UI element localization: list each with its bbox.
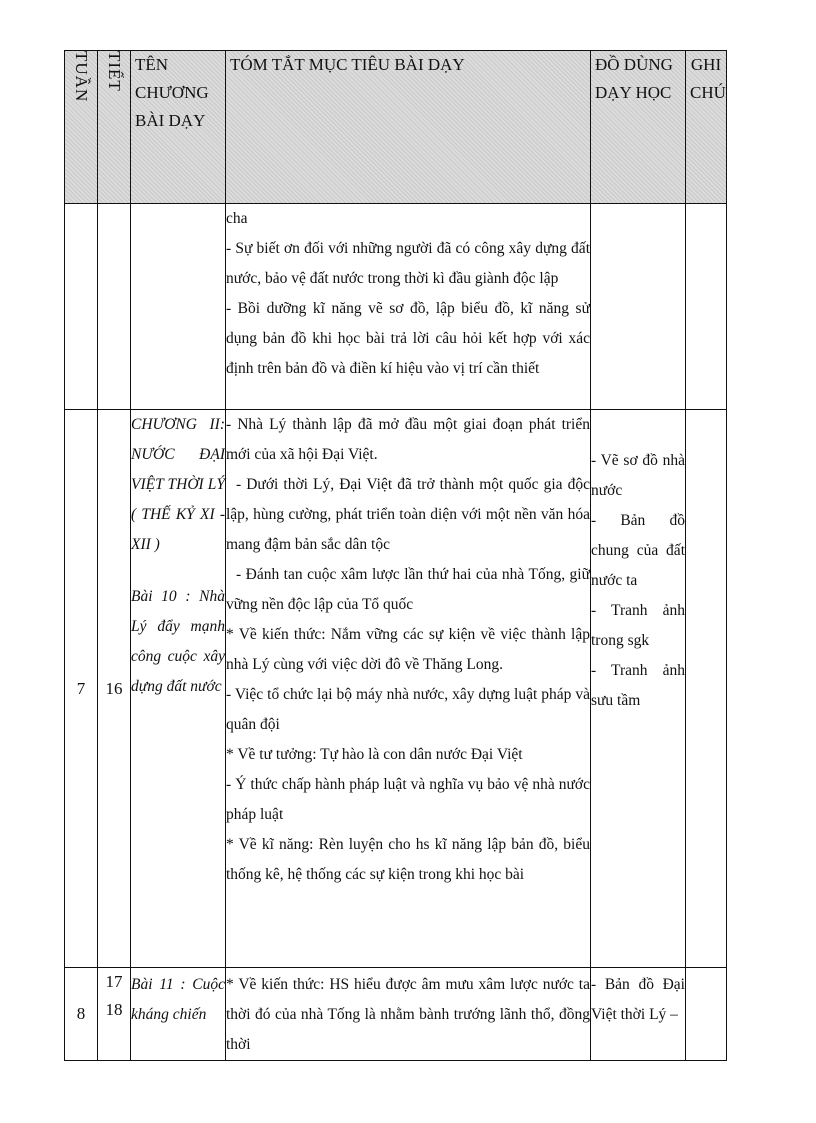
table-row bbox=[65, 410, 727, 968]
header-do-dung: ĐỒ DÙNG DẠY HỌC bbox=[591, 51, 686, 204]
cell-do-dung bbox=[591, 410, 686, 968]
cell-tuan bbox=[65, 204, 98, 410]
lesson-plan-table bbox=[64, 50, 727, 1061]
lesson-title: Bài 11 : Cuộc kháng chiến bbox=[131, 976, 225, 1023]
lesson-title: Bài 10 : Nhà Lý đẩy mạnh công cuộc xây dựng đất nước bbox=[131, 588, 225, 695]
objective-line: - Đánh tan cuộc xâm lược lần thứ hai của nhà Tống, giữ vững nền độc lập của Tổ quốc bbox=[226, 566, 590, 613]
cell-muc-tieu bbox=[226, 410, 591, 968]
cell-ghi-chu bbox=[686, 204, 727, 410]
material-item: - Bản đồ chung của đất nước ta bbox=[591, 512, 685, 589]
material-item: - Bản đồ Đại Việt thời Lý – bbox=[591, 976, 685, 1023]
cell-tiet: 16 bbox=[98, 410, 131, 968]
objective-line: * Về kiến thức: Nắm vững các sự kiện về việc thành lập nhà Lý cùng với việc dời đô về Thăng Long. bbox=[226, 626, 590, 673]
objective-line: - Dưới thời Lý, Đại Việt đã trở thành một quốc gia độc lập, hùng cường, phát triển toàn diện với một nền văn hóa mang đậm bản sắc dân tộc bbox=[226, 476, 590, 553]
objective-line: cha bbox=[226, 210, 248, 227]
cell-chuong bbox=[131, 968, 226, 1061]
cell-chuong bbox=[131, 204, 226, 410]
objective-line: - Việc tổ chức lại bộ máy nhà nước, xây dựng luật pháp và quân đội bbox=[226, 686, 590, 733]
material-item: - Tranh ảnh sưu tầm bbox=[591, 662, 685, 709]
objective-line: * Về kiến thức: HS hiểu được âm mưu xâm lược nước ta thời đó của nhà Tống là nhằm bành trướng lãnh thổ, đồng thời bbox=[226, 976, 590, 1053]
table-row bbox=[65, 204, 727, 410]
material-item: - Tranh ảnh trong sgk bbox=[591, 602, 685, 649]
header-row bbox=[65, 51, 727, 204]
material-item: - Vẽ sơ đồ nhà nước bbox=[591, 452, 685, 499]
objective-line: * Về kĩ năng: Rèn luyện cho hs kĩ năng lập bản đồ, biểu thống kê, hệ thống các sự kiện trong khi học bài bbox=[226, 836, 590, 883]
cell-chuong bbox=[131, 410, 226, 968]
header-chuong: TÊN CHƯƠNG BÀI DẠY bbox=[131, 51, 226, 204]
header-ghi-chu: GHI CHÚ bbox=[686, 51, 727, 204]
objective-line: * Về tư tưởng: Tự hào là con dân nước Đại Việt bbox=[226, 746, 523, 763]
cell-ghi-chu bbox=[686, 968, 727, 1061]
cell-do-dung bbox=[591, 204, 686, 410]
table-row bbox=[65, 968, 727, 1061]
cell-tuan: 7 bbox=[65, 410, 98, 968]
objective-line: - Nhà Lý thành lập đã mở đầu một giai đoạn phát triển mới của xã hội Đại Việt. bbox=[226, 416, 590, 463]
cell-tuan: 8 bbox=[65, 968, 98, 1061]
cell-muc-tieu bbox=[226, 968, 591, 1061]
header-tiet: TIẾT bbox=[98, 51, 131, 204]
cell-tiet: 17 18 bbox=[98, 968, 131, 1061]
cell-ghi-chu bbox=[686, 410, 727, 968]
cell-do-dung bbox=[591, 968, 686, 1061]
objective-line: - Sự biết ơn đối với những người đã có công xây dựng đất nước, bảo vệ đất nước trong thời kì đầu giành độc lập bbox=[226, 240, 590, 287]
chapter-title: CHƯƠNG II: NƯỚC ĐẠI VIỆT THỜI LÝ ( THẾ KỶ XI - XII ) bbox=[131, 416, 225, 553]
objective-line: - Bồi dưỡng kĩ năng vẽ sơ đồ, lập biểu đồ, kĩ năng sử dụng bản đồ khi học bài trả lời câu hỏi kết hợp với xác định trên bản đồ và điền kí hiệu vào vị trí cần thiết bbox=[226, 300, 590, 377]
header-tuan: TUẦN bbox=[65, 51, 98, 204]
header-muc-tieu: TÓM TẮT MỤC TIÊU BÀI DẠY bbox=[226, 51, 591, 204]
cell-tiet bbox=[98, 204, 131, 410]
cell-muc-tieu bbox=[226, 204, 591, 410]
objective-line: - Ý thức chấp hành pháp luật và nghĩa vụ bảo vệ nhà nước pháp luật bbox=[226, 776, 590, 823]
